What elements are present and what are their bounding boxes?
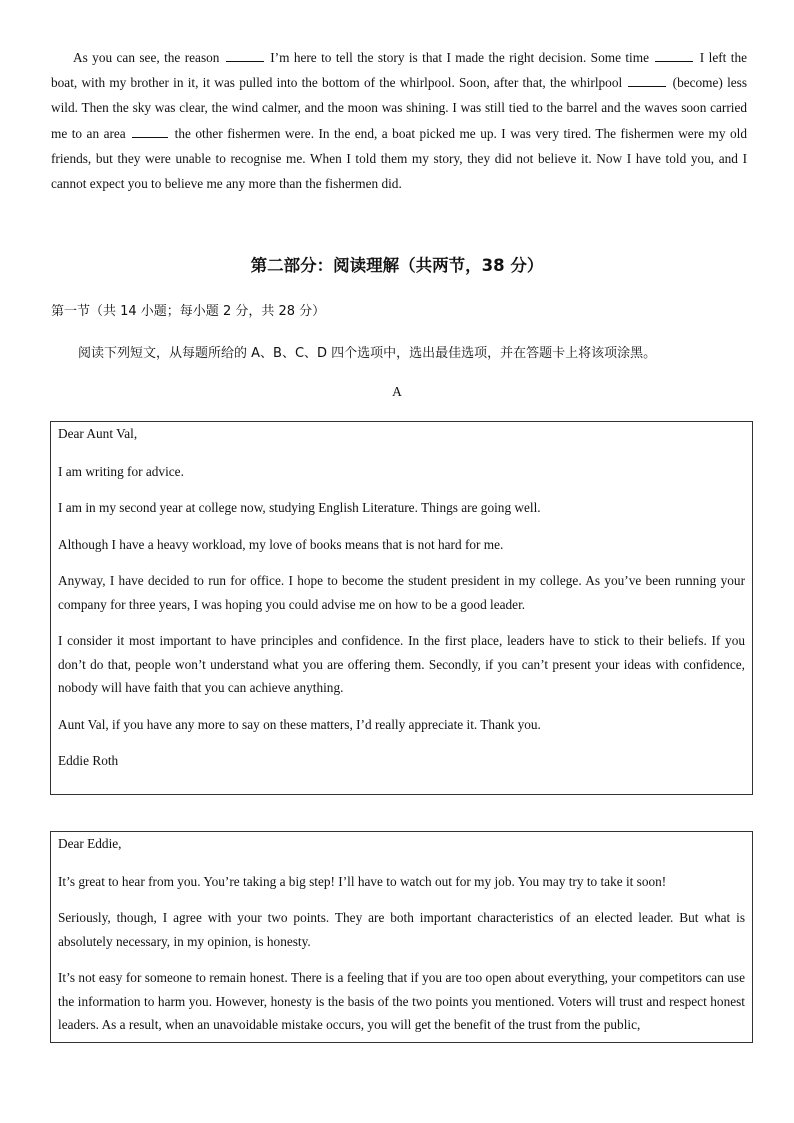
letter1-paragraph: Aunt Val, if you have any more to say on these matters, I’d really appreciate it. Thank you. (58, 716, 541, 732)
story-paragraph (51, 45, 747, 196)
letter1-paragraph: I consider it most important to have principles and confidence. In the first place, leaders have to stick to their beliefs. If you don’t do that, people won’t understand what you are offering them. Secondly, if you can’t present your ideas with confidence, nobody will have faith that you can achieve anything. (58, 633, 745, 695)
section-title: 第二部分：阅读理解（共两节，38 分） (250, 256, 544, 275)
letter2-salutation: Dear Eddie, (58, 836, 122, 851)
letter2-paragraph: It’s great to hear from you. You’re taking a big step! I’ll have to watch out for my job. You may try to take it soon! (58, 873, 667, 889)
fill-blank-4[interactable] (132, 126, 168, 138)
story-text-2: I’m here to tell the story is that I made the right decision. Some time (265, 50, 654, 65)
reading-instruction: 阅读下列短文，从每题所给的 A、B、C、D 四个选项中，选出最佳选项，并在答题卡上将该项涂黑。 (78, 346, 657, 361)
letter2-paragraph: It’s not easy for someone to remain honest. There is a feeling that if you are too open about everything, your competitors can use the information to harm you. However, honesty is the basis of the two points you mentioned. Voters will trust and respect honest leaders. As a result, when an unavoidable mistake occurs, you will get the benefit of the trust from the public, (58, 970, 745, 1032)
fill-blank-3[interactable] (628, 75, 666, 87)
story-text-3: I left the boat, with my brother in it, it was pulled into the bottom of the whirlpool. Soon, after that, the whirlpool (51, 50, 747, 91)
fill-blank-1[interactable] (226, 50, 264, 62)
letter-box-aunt-val (50, 831, 753, 1043)
letter1-paragraph: I am writing for advice. (58, 463, 184, 479)
story-text-5: the other fishermen were. In the end, a boat picked me up. I was very tired. The fishermen were my old friends, but they were unable to recognise me. When I told them my story, they did not believe it. Now I have told you, and I cannot expect you to believe me any more than the fishermen did. (51, 125, 747, 192)
letter1-signature: Eddie Roth (58, 753, 119, 768)
letter1-salutation: Dear Aunt Val, (58, 426, 138, 441)
fill-blank-2[interactable] (655, 50, 693, 62)
letter-box-eddie (50, 421, 753, 795)
passage-label: A (392, 384, 402, 399)
story-text-1: As you can see, the reason (73, 50, 224, 65)
subsection-title: 第一节（共 14 小题；每小题 2 分，共 28 分） (51, 304, 326, 319)
story-text-4: (become) less wild. Then the sky was clear, the wind calmer, and the moon was shining. I was still tied to the barrel and the waves soon carried me to an area (51, 75, 748, 141)
letter1-paragraph: Anyway, I have decided to run for office. I hope to become the student president in my college. As you’ve been running your company for three years, I was hoping you could advise me on how to be a good leader. (58, 573, 745, 612)
letter1-paragraph: Although I have a heavy workload, my love of books means that is not hard for me. (58, 536, 504, 552)
letter1-paragraph: I am in my second year at college now, studying English Literature. Things are going well. (58, 500, 541, 515)
letter2-paragraph: Seriously, though, I agree with your two points. They are both important characteristics of an elected leader. But what is absolutely necessary, in my opinion, is honesty. (58, 910, 745, 949)
